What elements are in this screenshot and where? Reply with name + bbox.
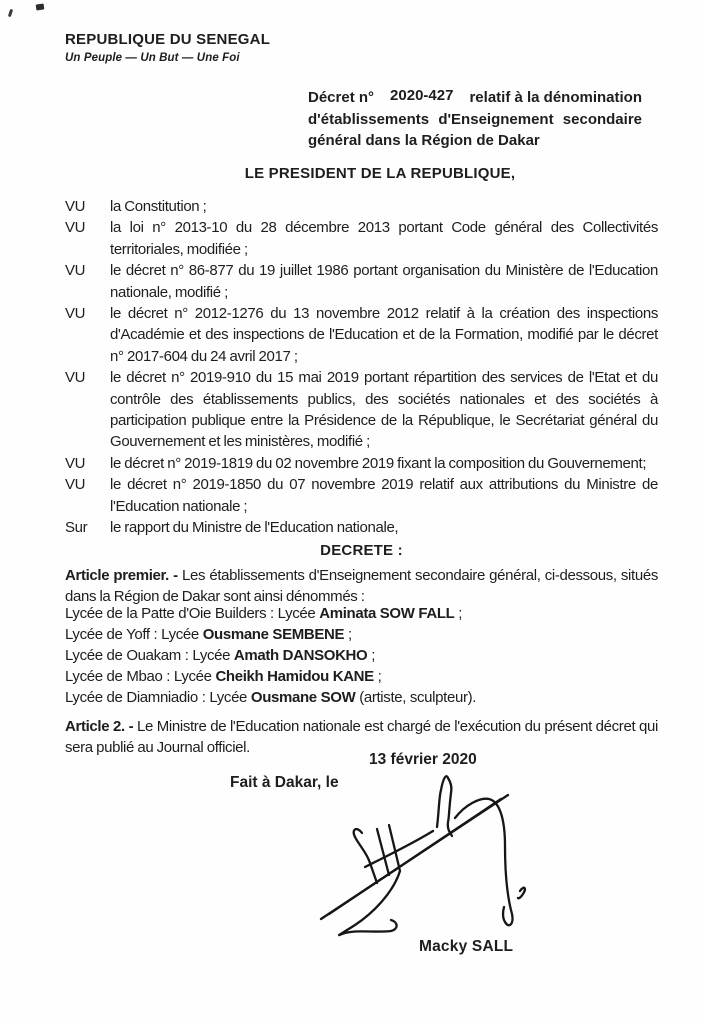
signature-stroke xyxy=(389,825,400,871)
visa-text: le décret n° 2019-1850 du 07 novembre 2019 relatif aux attributions du Ministre de l'Education nationale ; xyxy=(110,476,658,515)
visa-label: VU xyxy=(65,476,86,494)
signature-stroke xyxy=(339,871,400,935)
visa-row xyxy=(65,303,658,367)
national-motto: Un Peuple — Un But — Une Foi xyxy=(65,52,240,64)
visa-row xyxy=(65,367,658,453)
school-prefix: Lycée de Ouakam : Lycée xyxy=(65,646,234,664)
decree-number-prefix: Décret n° xyxy=(308,89,375,106)
visa-text: la loi n° 2013-10 du 28 décembre 2013 portant Code général des Collectivités territoriales, modifiée ; xyxy=(110,219,658,258)
signature-stroke xyxy=(321,795,508,919)
school-suffix: ; xyxy=(367,646,376,664)
scan-speck-icon xyxy=(8,9,13,18)
visa-label: VU xyxy=(65,262,86,280)
signature-stroke xyxy=(365,831,433,867)
visa-text: le décret n° 2019-1819 du 02 novembre 2019 fixant la composition du Gouvernement; xyxy=(110,454,647,472)
visa-label: VU xyxy=(65,305,86,323)
school-line xyxy=(65,646,658,667)
school-line xyxy=(65,625,658,646)
visa-text: le décret n° 2019-910 du 15 mai 2019 portant répartition des services de l'Etat et du contrôle des établissements publics, des sociétés nationales et des sociétés à participation publique entre la Présidence de la République, le Secrétariat général du Gouvernement et les ministères, modifié ; xyxy=(110,369,658,451)
school-suffix: (artiste, sculpteur). xyxy=(355,688,477,706)
decree-date: 13 février 2020 xyxy=(369,751,477,768)
school-line xyxy=(65,604,658,625)
visa-label: Sur xyxy=(65,519,88,537)
school-line xyxy=(65,688,658,709)
school-prefix: Lycée de Yoff : Lycée xyxy=(65,625,203,643)
decree-title-line3: général dans la Région de Dakar xyxy=(308,132,540,149)
visa-row xyxy=(65,474,658,517)
visa-row xyxy=(65,517,658,538)
signature-stroke xyxy=(377,829,389,875)
article-premier xyxy=(65,566,658,607)
school-suffix: ; xyxy=(344,625,352,643)
article-2-label: Article 2. - xyxy=(65,718,134,735)
article-2 xyxy=(65,717,658,758)
article-premier-text: Les établissements d'Enseignement secondaire général, ci-dessous, situés dans la Région de Dakar sont ainsi dénommés : xyxy=(65,567,658,605)
decrete-heading: DECRETE : xyxy=(320,542,403,559)
school-name: Amath DANSOKHO xyxy=(233,646,368,664)
visa-text: la Constitution ; xyxy=(110,198,207,215)
signature-stroke xyxy=(518,888,525,899)
signature-scribble-icon xyxy=(315,771,535,941)
visa-label: VU xyxy=(65,198,86,215)
school-suffix: ; xyxy=(373,667,382,685)
republic-title: REPUBLIQUE DU SENEGAL xyxy=(65,31,271,48)
school-list xyxy=(65,604,658,709)
signature-stroke xyxy=(437,776,452,836)
signature-stroke xyxy=(354,829,377,883)
school-prefix: Lycée de la Patte d'Oie Builders : Lycée xyxy=(65,605,320,622)
decree-title-line2: d'établissements d'Enseignement secondaire xyxy=(308,110,642,128)
visa-text: le rapport du Ministre de l'Education nationale, xyxy=(110,519,399,537)
school-name: Ousmane SOW xyxy=(250,688,356,706)
visa-row xyxy=(65,196,658,217)
article-2-text: Le Ministre de l'Education nationale est chargé de l'exécution du présent décret qui sera publié au Journal officiel. xyxy=(65,718,658,756)
scan-speck-icon xyxy=(36,3,45,10)
visa-row xyxy=(65,217,658,260)
visa-label: VU xyxy=(65,219,86,237)
article-premier-label: Article premier. - xyxy=(65,567,178,584)
decree-number: 2020-427 xyxy=(390,87,454,104)
school-prefix: Lycée de Diamniadio : Lycée xyxy=(65,688,251,706)
visa-row xyxy=(65,260,658,303)
school-name: Cheikh Hamidou KANE xyxy=(215,667,374,685)
decree-title xyxy=(308,87,642,152)
visa-label: VU xyxy=(65,369,86,387)
president-salutation: LE PRESIDENT DE LA REPUBLIQUE, xyxy=(244,165,516,182)
signer-name: Macky SALL xyxy=(419,938,514,955)
school-name: Ousmane SEMBENE xyxy=(202,625,345,643)
place-line: Fait à Dakar, le xyxy=(230,774,339,791)
visa-list xyxy=(65,196,658,539)
decree-title-rest: relatif à la dénomination xyxy=(469,89,642,106)
school-prefix: Lycée de Mbao : Lycée xyxy=(65,667,216,685)
signature-stroke xyxy=(455,799,512,926)
school-suffix: ; xyxy=(454,605,463,622)
decree-title-line1 xyxy=(308,87,642,109)
school-line xyxy=(65,667,658,688)
visa-text: le décret n° 2012-1276 du 13 novembre 2012 relatif à la création des inspections d'Académie et des inspections de l'Education et de la Formation, modifié par le décret n° 2017-604 du 24 avril 2017 ; xyxy=(110,305,658,365)
visa-row xyxy=(65,453,658,474)
school-name: Aminata SOW FALL xyxy=(319,605,455,622)
visa-label: VU xyxy=(65,454,86,472)
visa-text: le décret n° 86-877 du 19 juillet 1986 portant organisation du Ministère de l'Education nationale, modifié ; xyxy=(110,262,658,301)
